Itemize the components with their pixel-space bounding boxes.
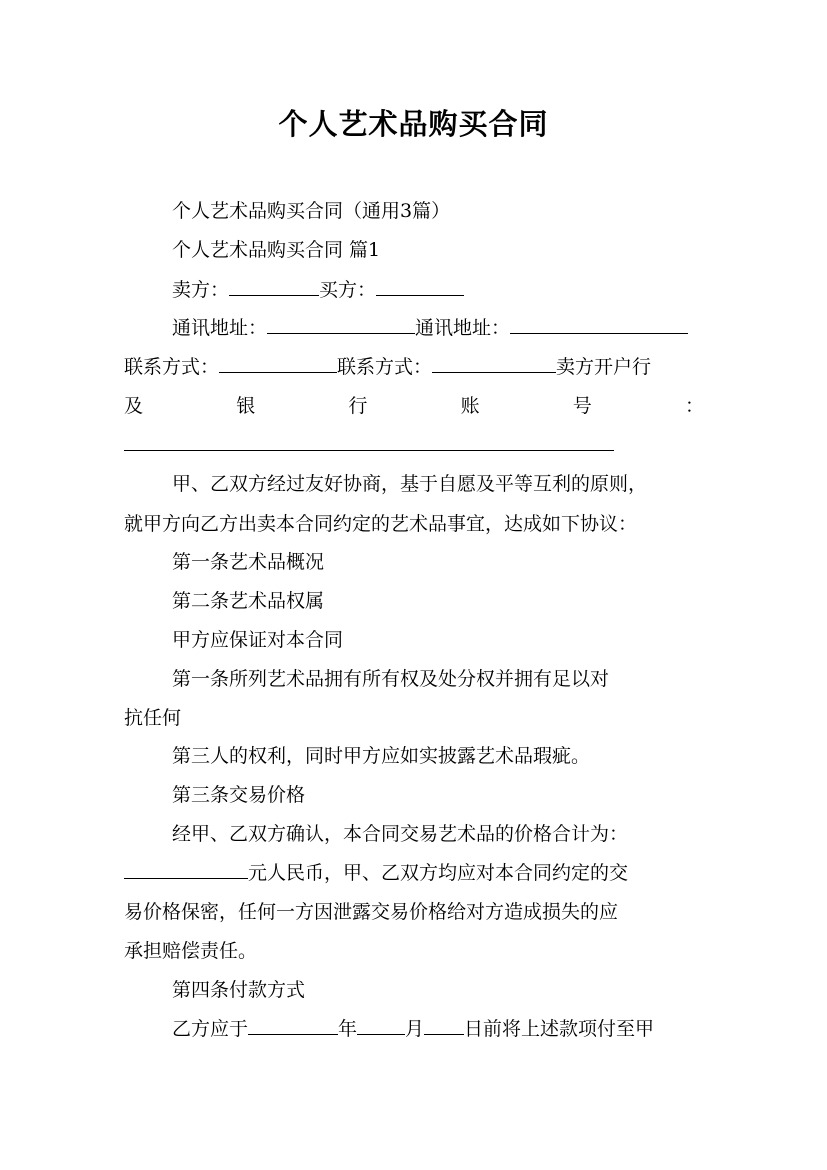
year-label: 年 xyxy=(338,1018,358,1040)
paragraph-line: 第一条所列艺术品拥有所有权及处分权并拥有足以对 xyxy=(172,668,610,690)
seller-address-blank xyxy=(267,316,415,334)
paragraph-line: 易价格保密，任何一方因泄露交易价格给对方造成损失的应 xyxy=(124,901,619,923)
article-heading: 第二条艺术品权属 xyxy=(172,590,325,612)
month-label: 月 xyxy=(405,1018,425,1040)
price-text: 元人民币，甲、乙双方均应对本合同约定的交 xyxy=(248,862,629,884)
buyer-contact-label: 联系方式： xyxy=(337,356,433,378)
paragraph-line: 经甲、乙双方确认，本合同交易艺术品的价格合计为： xyxy=(172,823,629,845)
paragraph-line: 抗任何 xyxy=(124,707,182,729)
bank-char: 账 xyxy=(460,395,480,417)
bank-char: 银 xyxy=(236,395,256,417)
article-heading: 第三条交易价格 xyxy=(172,784,306,806)
price-line xyxy=(124,859,704,887)
day-blank xyxy=(424,1017,464,1035)
seller-bank-label: 卖方开户行 xyxy=(556,356,652,378)
payment-date-line xyxy=(172,1015,704,1043)
article-heading: 第四条付款方式 xyxy=(172,979,306,1001)
bank-account-blank-line xyxy=(124,431,704,459)
section-heading: 个人艺术品购买合同 篇1 xyxy=(172,239,381,261)
paragraph-line: 第三人的权利，同时甲方应如实披露艺术品瑕疵。 xyxy=(172,745,591,767)
paragraph-line: 就甲方向乙方出卖本合同约定的艺术品事宜，达成如下协议： xyxy=(124,513,638,535)
subtitle-line: 个人艺术品购买合同（通用3篇） xyxy=(172,200,451,222)
seller-contact-label: 联系方式： xyxy=(124,356,220,378)
bank-char: 行 xyxy=(348,395,368,417)
seller-address-label: 通讯地址： xyxy=(172,317,268,339)
paragraph-line: 甲方应保证对本合同 xyxy=(172,629,344,651)
contact-line xyxy=(124,353,704,381)
year-blank xyxy=(248,1017,338,1035)
bank-account-line xyxy=(124,392,704,420)
seller-contact-blank xyxy=(219,355,337,373)
bank-char: ： xyxy=(684,395,704,417)
payment-text: 日前将上述款项付至甲 xyxy=(464,1018,655,1040)
buyer-label: 买方： xyxy=(319,279,377,301)
seller-blank xyxy=(229,278,319,296)
paragraph-line: 甲、乙双方经过友好协商，基于自愿及平等互利的原则， xyxy=(172,473,648,495)
bank-char: 号 xyxy=(572,395,592,417)
buyer-blank xyxy=(376,278,464,296)
month-blank xyxy=(357,1017,405,1035)
address-line xyxy=(172,314,704,342)
price-blank xyxy=(124,861,248,879)
document-title: 个人艺术品购买合同 xyxy=(278,107,549,141)
buyer-address-blank xyxy=(510,316,688,334)
paragraph-line: 承担赔偿责任。 xyxy=(124,940,258,962)
bank-account-blank xyxy=(124,433,614,451)
payment-label: 乙方应于 xyxy=(172,1018,249,1040)
buyer-contact-blank xyxy=(432,355,556,373)
buyer-address-label: 通讯地址： xyxy=(415,317,511,339)
parties-line xyxy=(172,276,704,304)
seller-label: 卖方： xyxy=(172,279,230,301)
article-heading: 第一条艺术品概况 xyxy=(172,551,325,573)
bank-char: 及 xyxy=(124,395,144,417)
